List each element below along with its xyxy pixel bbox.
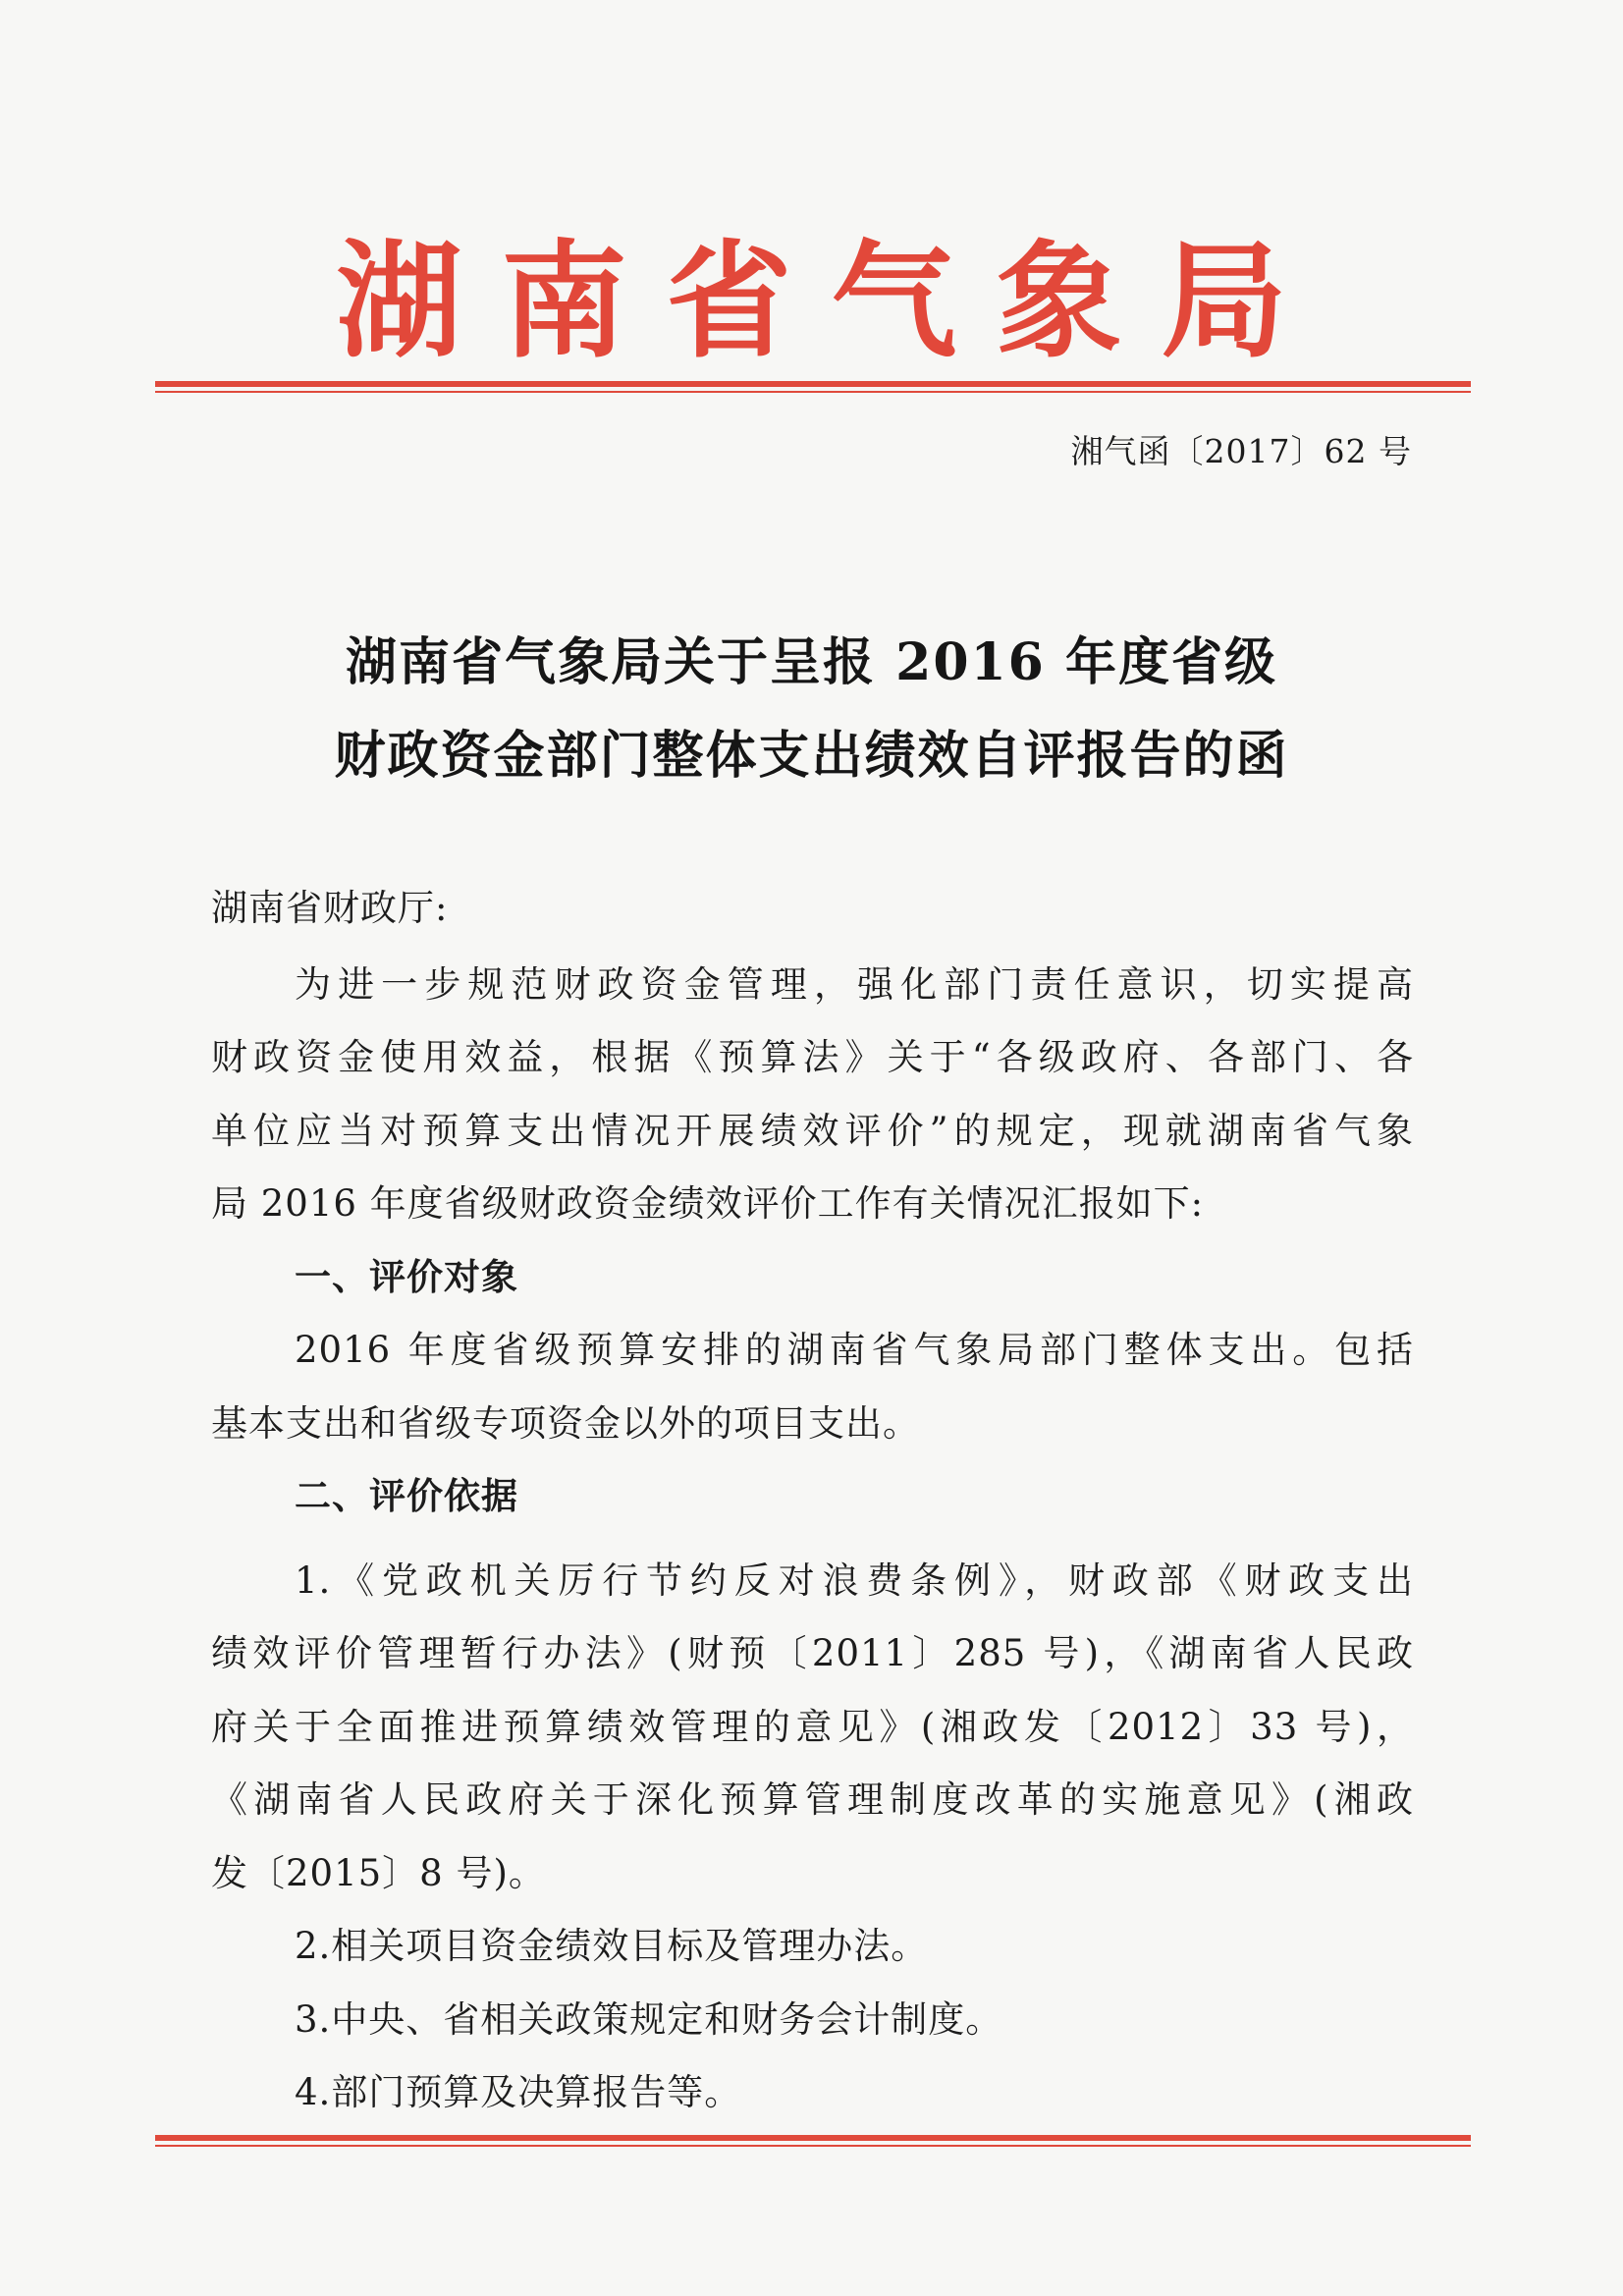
section1-text-line: 2016 年度省级预算安排的湖南省气象局部门整体支出。包括 xyxy=(295,1329,1414,1371)
intro-line: 单位应当对预算支出情况开展绩效评价”的规定，现就湖南省气象 xyxy=(211,1110,1414,1152)
header-red-rule xyxy=(155,381,1471,393)
section-heading-evaluation-basis: 二、评价依据 xyxy=(295,1475,518,1517)
basis-item-1-line: 发〔2015〕8 号)。 xyxy=(211,1852,546,1894)
basis-item-3: 3.中央、省相关政策规定和财务会计制度。 xyxy=(295,1998,1003,2041)
basis-item-1-line: 绩效评价管理暂行办法》(财预〔2011〕285 号)，《湖南省人民政 xyxy=(211,1632,1414,1674)
document-number: 湘气函〔2017〕62 号 xyxy=(1070,432,1412,470)
basis-item-1-line: 府关于全面推进预算绩效管理的意见》(湘政发〔2012〕33 号)， xyxy=(211,1706,1414,1748)
basis-item-1-line: 《湖南省人民政府关于深化预算管理制度改革的实施意见》(湘政 xyxy=(211,1778,1414,1821)
salutation: 湖南省财政厅: xyxy=(211,887,449,929)
intro-line: 局 2016 年度省级财政资金绩效评价工作有关情况汇报如下: xyxy=(211,1182,1205,1225)
section-heading-evaluation-object: 一、评价对象 xyxy=(295,1256,518,1298)
header-rule-thin xyxy=(155,391,1471,393)
agency-masthead: 湖南省气象局 xyxy=(336,228,1326,375)
basis-item-1-line: 1.《党政机关厉行节约反对浪费条例》，财政部《财政支出 xyxy=(295,1559,1414,1602)
footer-rule-thick xyxy=(155,2135,1471,2141)
basis-item-2: 2.相关项目资金绩效目标及管理办法。 xyxy=(295,1925,929,1967)
document-title-line-2: 财政资金部门整体支出绩效自评报告的函 xyxy=(334,726,1289,786)
intro-line: 财政资金使用效益，根据《预算法》关于“各级政府、各部门、各 xyxy=(211,1036,1414,1078)
footer-rule-thin xyxy=(155,2145,1471,2147)
intro-line: 为进一步规范财政资金管理，强化部门责任意识，切实提高 xyxy=(295,963,1414,1006)
section1-text-line: 基本支出和省级专项资金以外的项目支出。 xyxy=(211,1402,920,1445)
header-rule-thick xyxy=(155,381,1471,387)
document-title-line-1: 湖南省气象局关于呈报 2016 年度省级 xyxy=(346,632,1277,692)
footer-red-rule xyxy=(155,2135,1471,2147)
basis-item-4: 4.部门预算及决算报告等。 xyxy=(295,2071,742,2113)
